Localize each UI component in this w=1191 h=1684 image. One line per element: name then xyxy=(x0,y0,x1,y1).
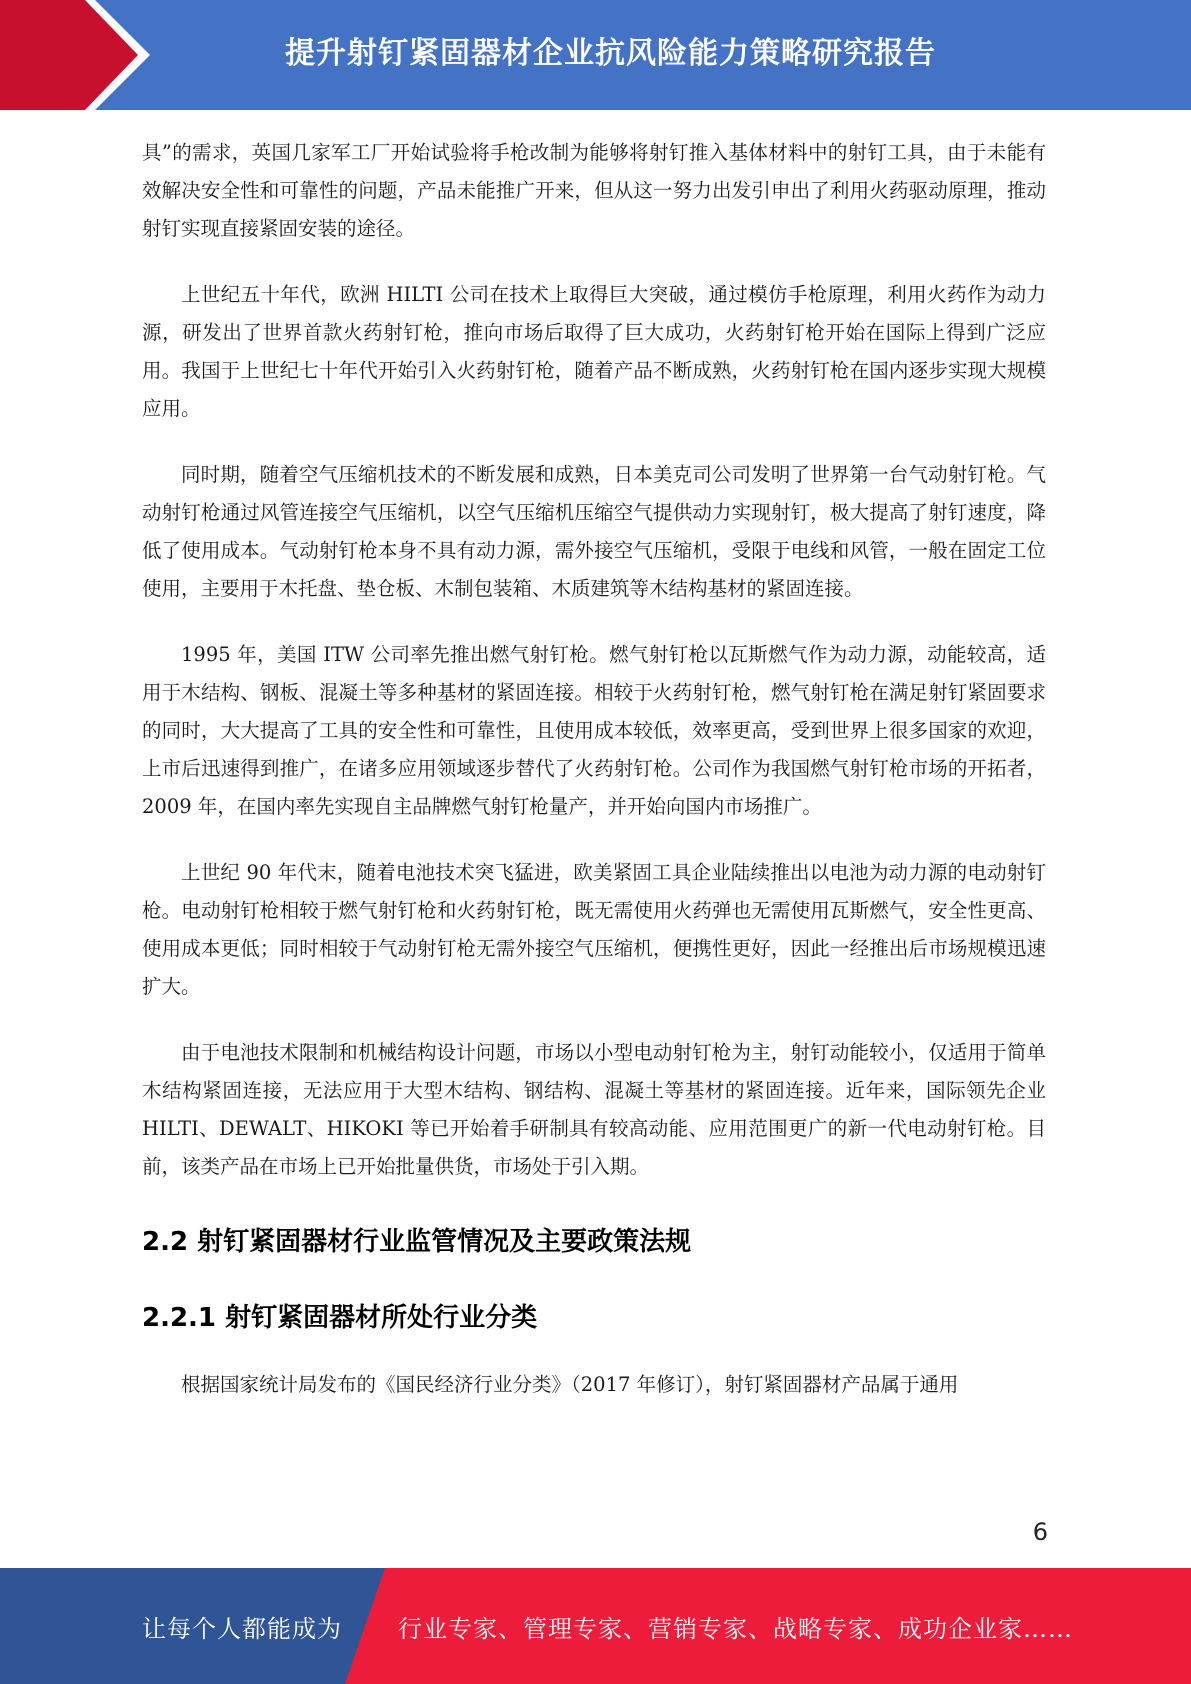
page-number: 6 xyxy=(1032,1518,1048,1546)
paragraph: 同时期，随着空气压缩机技术的不断发展和成熟，日本美克司公司发明了世界第一台气动射钉枪。气动射钉枪通过风管连接空气压缩机，以空气压缩机压缩空气提供动力实现射钉，极大提高了射钉速度，降低了使用成本。气动射钉枪本身不具有动力源，需外接空气压缩机，受限于电线和风管，一般在固定工位使用，主要用于木托盘、垫仓板、木制包装箱、木质建筑等木结构基材的紧固连接。 xyxy=(142,463,1046,600)
page-header xyxy=(0,0,1191,110)
page-footer xyxy=(0,1568,1191,1684)
subsection-heading: 2.2.1 射钉紧固器材所处行业分类 xyxy=(142,1303,538,1333)
footer-slogan-left: 让每个人都能成为 xyxy=(142,1614,342,1643)
section-heading: 2.2 射钉紧固器材行业监管情况及主要政策法规 xyxy=(142,1227,692,1257)
document-title: 提升射钉紧固器材企业抗风险能力策略研究报告 xyxy=(285,36,936,71)
document-body xyxy=(142,134,1046,1432)
paragraph: 由于电池技术限制和机械结构设计问题，市场以小型电动射钉枪为主，射钉动能较小，仅适用于简单木结构紧固连接，无法应用于大型木结构、钢结构、混凝土等基材的紧固连接。近年来，国际领先企业 HILTI、DEWALT、HIKOKI 等已开始着手研制具有较高动能、应用范围更广的新一代电动射钉枪。目前，该类产品在市场上已开始批量供货，市场处于引入期。 xyxy=(142,1041,1046,1178)
paragraph: 上世纪 90 年代末，随着电池技术突飞猛进，欧美紧固工具企业陆续推出以电池为动力源的电动射钉枪。电动射钉枪相较于燃气射钉枪和火药射钉枪，既无需使用火药弹也无需使用瓦斯燃气，安全性更高、使用成本更低；同时相较于气动射钉枪无需外接空气压缩机，便携性更好，因此一经推出后市场规模迅速扩大。 xyxy=(142,861,1046,998)
footer-slogan-right: 行业专家、管理专家、营销专家、战略专家、成功企业家…… xyxy=(398,1614,1073,1643)
paragraph: 具”的需求，英国几家军工厂开始试验将手枪改制为能够将射钉推入基体材料中的射钉工具，由于未能有效解决安全性和可靠性的问题，产品未能推广开来，但从这一努力出发引申出了利用火药驱动原理，推动射钉实现直接紧固安装的途径。 xyxy=(142,141,1046,240)
paragraph: 根据国家统计局发布的《国民经济行业分类》（2017 年修订），射钉紧固器材产品属于通用 xyxy=(181,1373,959,1396)
paragraph: 1995 年，美国 ITW 公司率先推出燃气射钉枪。燃气射钉枪以瓦斯燃气作为动力源，动能较高，适用于木结构、钢板、混凝土等多种基材的紧固连接。相较于火药射钉枪，燃气射钉枪在满足射钉紧固要求的同时，大大提高了工具的安全性和可靠性，且使用成本较低，效率更高，受到世界上很多国家的欢迎，上市后迅速得到推广，在诸多应用领域逐步替代了火药射钉枪。公司作为我国燃气射钉枪市场的开拓者，2009 年，在国内率先实现自主品牌燃气射钉枪量产，并开始向国内市场推广。 xyxy=(142,643,1046,818)
paragraph: 上世纪五十年代，欧洲 HILTI 公司在技术上取得巨大突破，通过模仿手枪原理，利用火药作为动力源，研发出了世界首款火药射钉枪，推向市场后取得了巨大成功，火药射钉枪开始在国际上得到广泛应用。我国于上世纪七十年代开始引入火药射钉枪，随着产品不断成熟，火药射钉枪在国内逐步实现大规模应用。 xyxy=(142,283,1046,420)
